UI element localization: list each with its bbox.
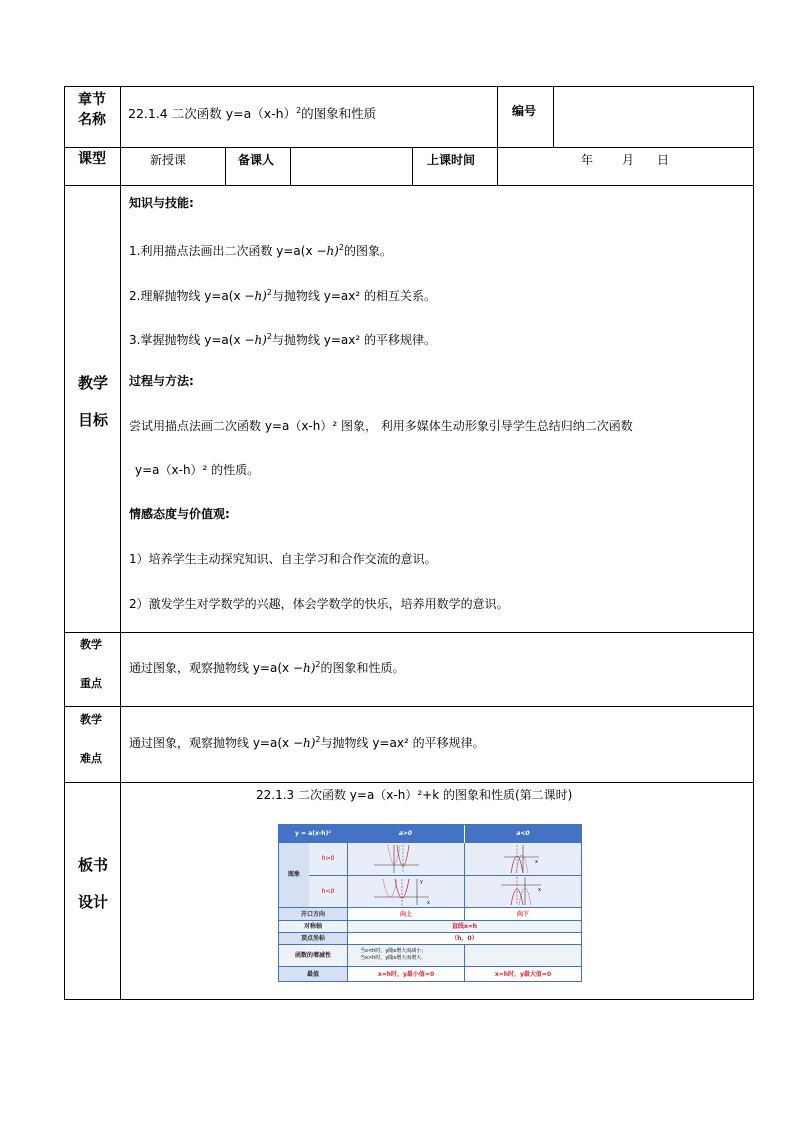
board-title: 22.1.3 二次函数 y=a（x-h）²+k 的图象和性质(第二课时) — [256, 788, 573, 802]
row-divider — [64, 632, 754, 633]
opening-up: 向上 — [347, 907, 464, 920]
diff-h: h) — [303, 736, 316, 750]
key-points-label: 重点 — [80, 677, 102, 690]
row-divider — [64, 706, 754, 707]
lesson-type-value: 新授课 — [150, 153, 187, 167]
process-heading: 过程与方法: — [129, 374, 194, 388]
goals-label: 目标 — [78, 411, 109, 429]
board-label: 设计 — [78, 893, 109, 911]
h-positive-label: h>0 — [309, 843, 347, 875]
k3-prefix: 3.掌握抛物线 y=a(x — [129, 333, 245, 347]
k3-sup: 2 — [266, 332, 272, 341]
lesson-type-label: 课型 — [78, 151, 106, 167]
key-dash: − — [292, 661, 303, 675]
chapter-title — [128, 103, 376, 122]
key-h: h) — [303, 661, 316, 675]
column-divider — [412, 147, 413, 185]
attitude-item-2: 2）激发学生对学数学的兴趣，体会学数学的快乐，培养用数学的意识。 — [129, 597, 509, 611]
parabola-down-left — [501, 877, 541, 905]
number-label: 编号 — [512, 104, 537, 118]
diff-dash: − — [292, 736, 303, 750]
difficulties-label: 教学 — [80, 713, 102, 726]
row-divider — [64, 185, 754, 186]
table-border-left — [64, 86, 65, 1000]
table-border-right — [753, 86, 754, 1000]
process-line-2: y=a（x-h）² 的性质。 — [135, 463, 260, 477]
month-label: 月 — [622, 153, 635, 167]
row-divider — [64, 147, 754, 148]
key-suffix: 的图象和性质。 — [320, 661, 405, 675]
opening-label: 开口方向 — [279, 907, 347, 920]
symmetry-axis-label: 对称轴 — [279, 920, 347, 932]
board-summary-table — [278, 824, 582, 982]
extreme-min: x=h时，y最小值=0 — [347, 966, 464, 981]
axis-x-label: x — [535, 859, 538, 865]
parabola-up-left — [374, 879, 430, 906]
key-prefix: 通过图象，观察抛物线 y=a(x — [129, 661, 293, 675]
k2-suffix: 与抛物线 y=ax² 的相互关系。 — [271, 289, 437, 303]
class-time-label: 上课时间 — [427, 153, 476, 167]
chapter-title-sup: 2 — [296, 106, 302, 115]
vertex-label: 顶点坐标 — [279, 932, 347, 944]
graph-label: 图象 — [279, 843, 309, 907]
chapter-label: 章节 — [78, 92, 106, 108]
k3-suffix: 与抛物线 y=ax² 的平移规律。 — [271, 333, 437, 347]
table-border-bottom — [64, 999, 754, 1000]
chapter-title-suffix: 的图象和性质 — [301, 106, 377, 122]
k1-prefix: 1.利用描点法画出二次函数 y=a(x — [129, 244, 317, 258]
column-divider — [290, 147, 291, 185]
key-sup: 2 — [315, 660, 321, 669]
k2-sup: 2 — [266, 288, 272, 297]
row-divider — [64, 782, 754, 783]
difficulties-label: 难点 — [80, 752, 102, 765]
k1-sup: 2 — [338, 243, 344, 252]
diff-suffix: 与抛物线 y=ax² 的平移规律。 — [320, 736, 485, 750]
key-points-label: 教学 — [80, 638, 102, 651]
symmetry-axis-value: 直线x=h — [347, 920, 581, 932]
header-formula: y = a(x-h)² — [279, 825, 347, 843]
k1-suffix: 的图象。 — [343, 244, 392, 258]
attitude-item-1: 1）培养学生主动探究知识、自主学习和合作交流的意识。 — [129, 552, 437, 566]
knowledge-item-1 — [129, 240, 392, 259]
header-a-negative: a<0 — [464, 825, 581, 843]
goals-label: 教学 — [78, 374, 109, 392]
monotonicity-label: 函数的增减性 — [279, 944, 347, 966]
k2-h: h) — [254, 289, 267, 303]
opening-down: 向下 — [464, 907, 581, 920]
attitude-heading: 情感态度与价值观: — [129, 507, 230, 521]
monotonicity-apos — [347, 944, 464, 966]
column-divider — [553, 86, 554, 147]
axis-y-label: y — [420, 879, 423, 885]
diff-prefix: 通过图象，观察抛物线 y=a(x — [129, 736, 293, 750]
day-label: 日 — [657, 153, 670, 167]
k3-dash: − — [244, 333, 255, 347]
k1-dash: − — [316, 244, 327, 258]
parabola-down-right — [504, 845, 539, 873]
knowledge-item-2 — [129, 285, 436, 304]
parabola-up-right — [374, 845, 419, 873]
axis-x-label: x — [427, 900, 430, 906]
extreme-max: x=h时，y最大值=0 — [464, 966, 581, 981]
year-label: 年 — [581, 153, 594, 167]
header-a-positive: a>0 — [347, 825, 464, 843]
column-divider — [225, 147, 226, 185]
k1-h: h) — [326, 244, 339, 258]
preparer-label: 备课人 — [238, 153, 275, 167]
chapter-title-prefix: 22.1.4 二次函数 y=a（x-h） — [128, 106, 297, 122]
knowledge-item-3 — [129, 329, 436, 348]
axis-x-label: x — [538, 887, 541, 893]
monotonicity-line-2: 当x>h时，y随x增大而增大. — [360, 955, 423, 961]
board-label: 板书 — [78, 856, 109, 874]
k3-h: h) — [254, 333, 267, 347]
monotonicity-line-1: 当x<h时，y随x增大而减小； — [360, 948, 427, 954]
chapter-label: 名称 — [78, 112, 106, 128]
vertex-value: （h，0） — [347, 932, 581, 944]
process-line-1: 尝试用描点法画二次函数 y=a（x-h）² 图象， 利用多媒体生动形象引导学生总结归纳二次函数 — [129, 419, 633, 433]
label-column-divider — [120, 86, 121, 1000]
monotonicity-aneg — [464, 944, 581, 966]
diff-sup: 2 — [315, 735, 321, 744]
h-negative-label: h<0 — [309, 875, 347, 907]
k2-dash: − — [244, 289, 255, 303]
key-points-text — [129, 657, 405, 676]
difficulties-text — [129, 732, 485, 751]
extreme-label: 最值 — [279, 966, 347, 981]
table-border-top — [64, 86, 754, 87]
knowledge-heading: 知识与技能: — [129, 196, 194, 210]
column-divider — [497, 86, 498, 185]
k2-prefix: 2.理解抛物线 y=a(x — [129, 289, 245, 303]
